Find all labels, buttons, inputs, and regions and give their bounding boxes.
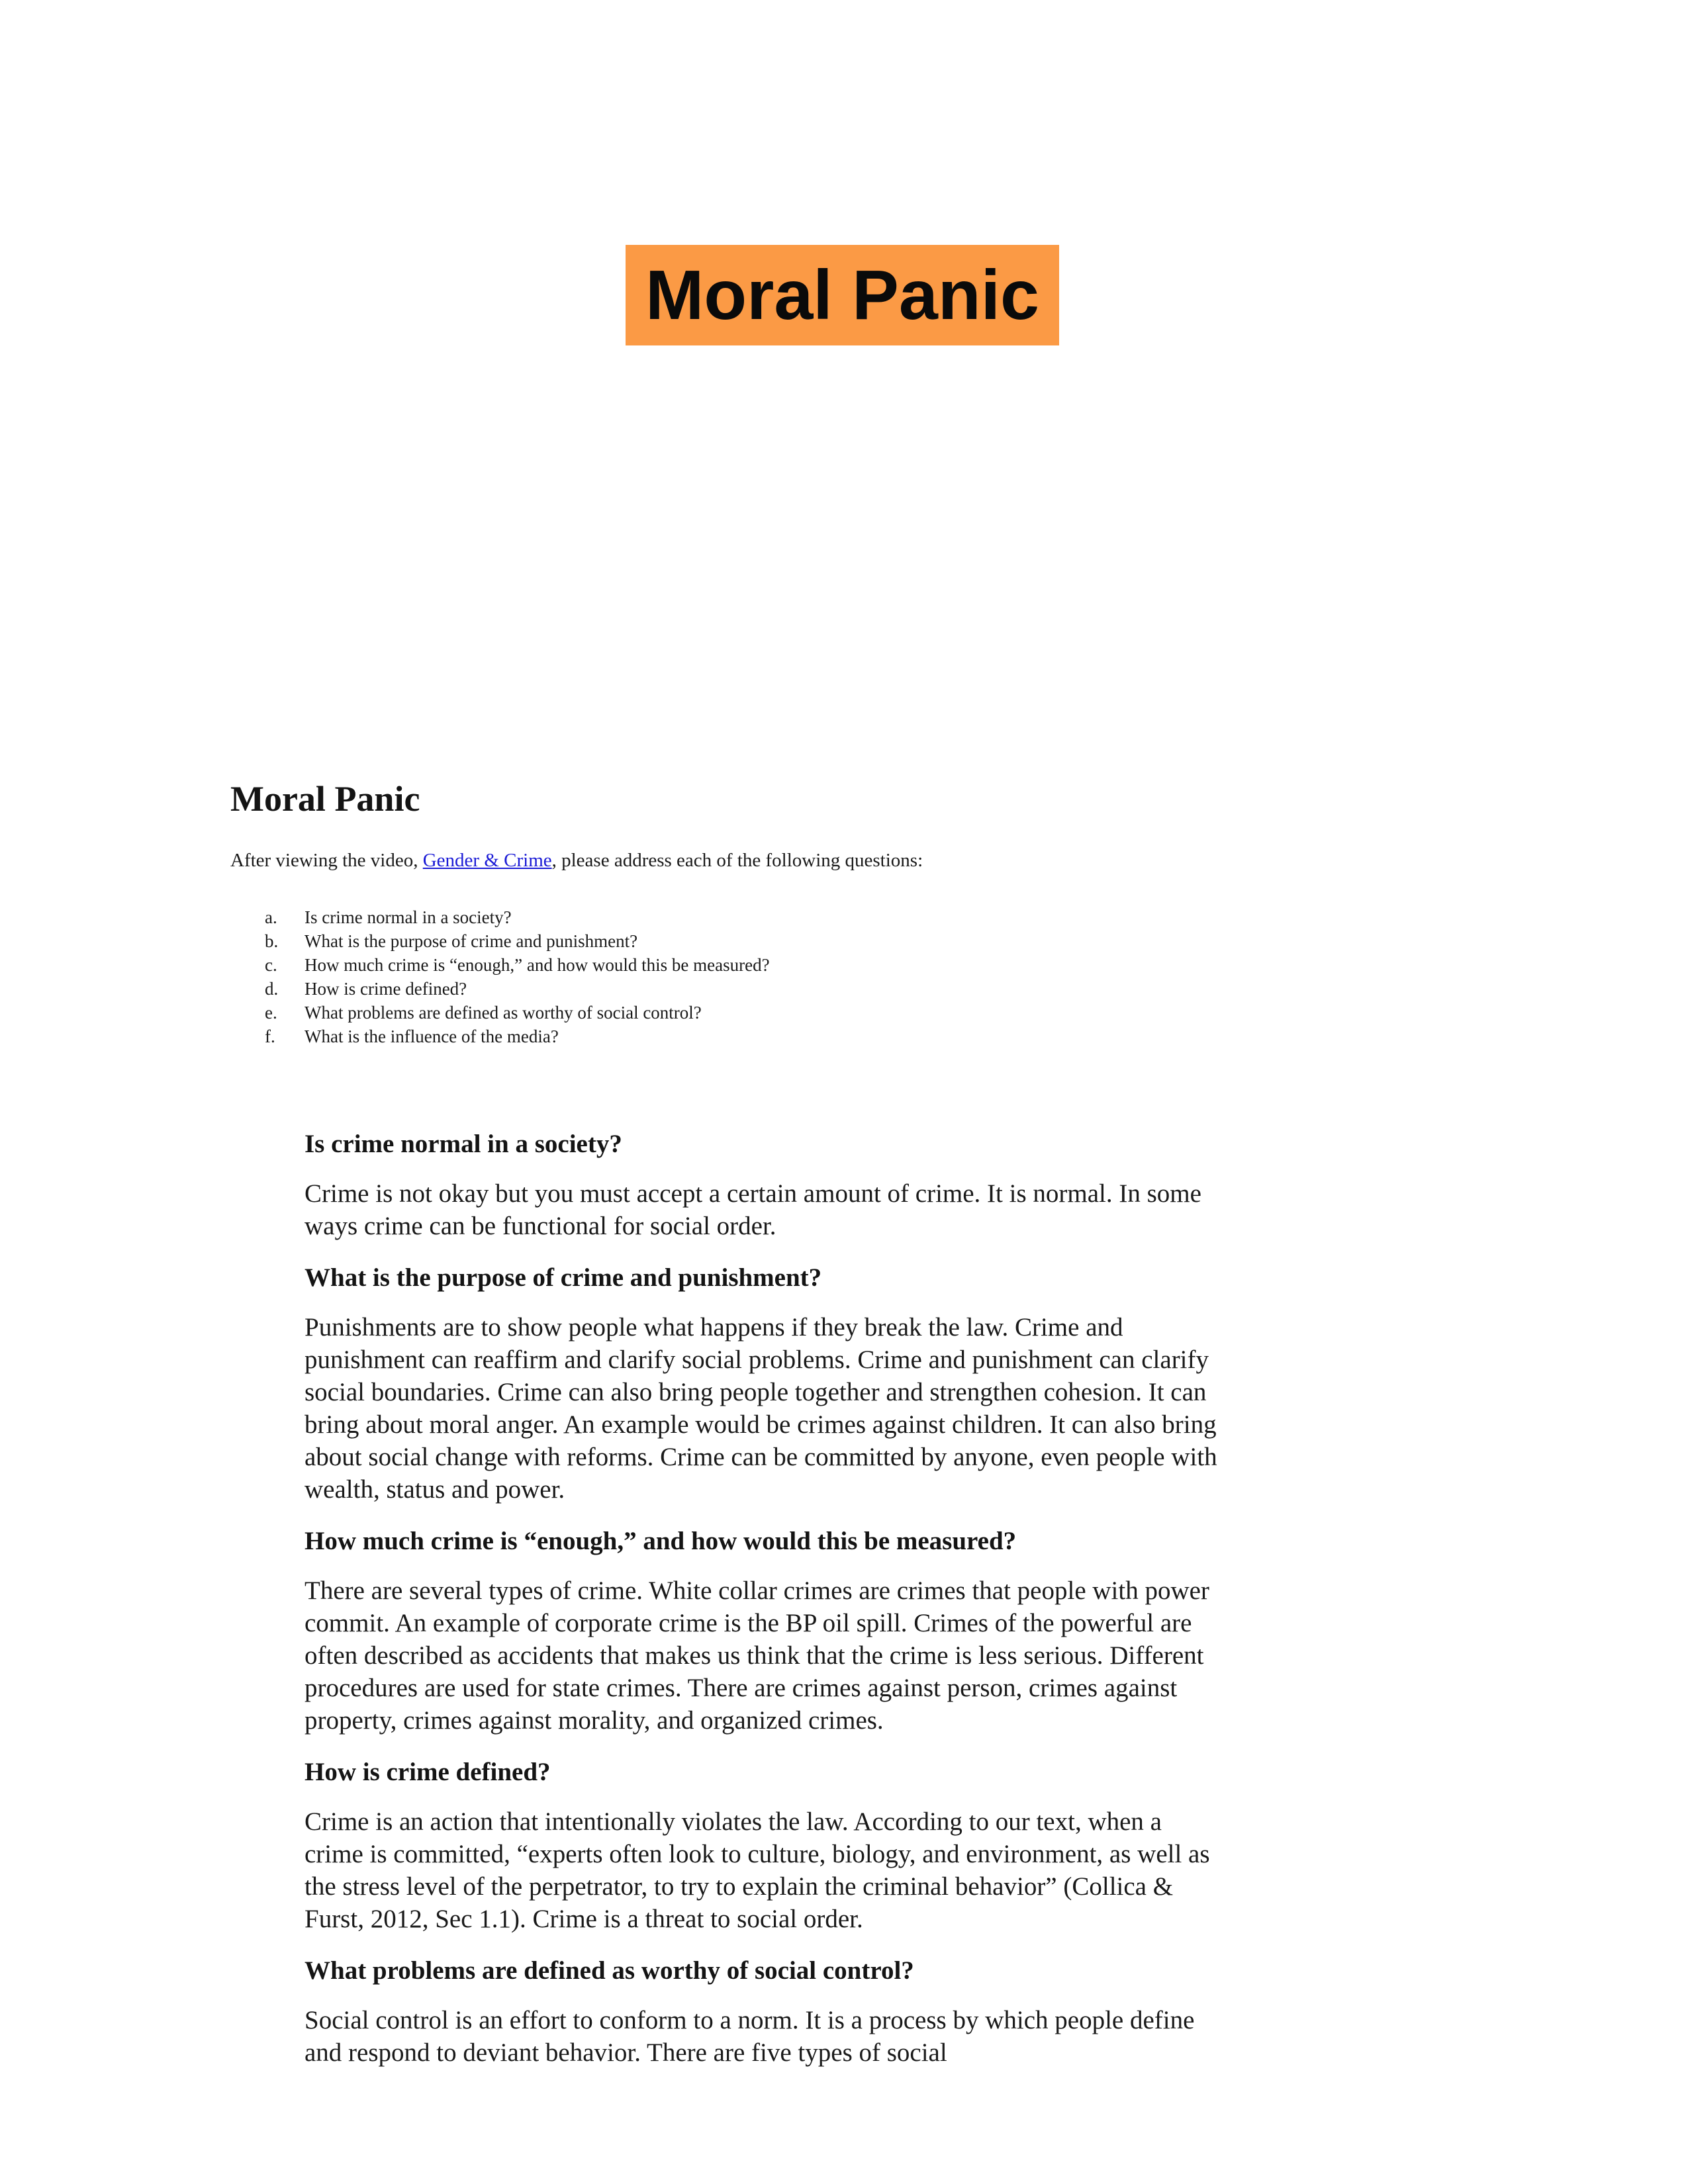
answer-text: Crime is not okay but you must accept a certain amount of crime. It is normal. In some ways crime can be functional for social order. [305, 1179, 1201, 1240]
answer-text: Social control is an effort to conform to a norm. It is a process by which people define and respond to deviant behavior. There are five types of social [305, 2006, 1195, 2067]
question-text: What is the purpose of crime and punishment? [305, 931, 638, 951]
list-marker: e. [265, 1003, 277, 1023]
title-banner [626, 245, 1059, 345]
answer-block [305, 1128, 1218, 1242]
question-text: What is the influence of the media? [305, 1026, 559, 1046]
answer-text: Crime is an action that intentionally violates the law. According to our text, when a crime is committed, “experts often look to culture, biology, and environment, as well as the stress level of the perpetrator, to try to explain the criminal behavior” (Collica & Furst, 2012, Sec 1.1). Crime is a threat to social order. [305, 1807, 1210, 1933]
answer-heading: What problems are defined as worthy of social control? [305, 1956, 914, 1985]
list-item [265, 977, 770, 1001]
list-item [265, 929, 770, 953]
question-text: Is crime normal in a society? [305, 907, 512, 927]
list-marker: d. [265, 979, 279, 999]
answer-text: Punishments are to show people what happens if they break the law. Crime and punishment can reaffirm and clarify social problems. Crime and punishment can clarify social boundaries. Crime can also bring people together and strengthen cohesion. It can bring about moral anger. An example would be crimes against children. It can also bring about social change with reforms. Crime can be committed by anyone, even people with wealth, status and power. [305, 1313, 1217, 1504]
answer-heading: What is the purpose of crime and punishment? [305, 1263, 822, 1292]
question-text: What problems are defined as worthy of social control? [305, 1003, 702, 1023]
question-text: How much crime is “enough,” and how would this be measured? [305, 955, 770, 975]
list-item [265, 953, 770, 977]
answer-block [305, 1955, 1218, 2069]
answers-section [305, 1128, 1218, 2089]
intro-paragraph [230, 849, 923, 872]
list-item [265, 1024, 770, 1048]
list-item [265, 905, 770, 929]
answer-block [305, 1262, 1218, 1506]
question-text: How is crime defined? [305, 979, 467, 999]
answer-heading: How is crime defined? [305, 1758, 551, 1786]
list-marker: a. [265, 907, 277, 927]
answer-text: There are several types of crime. White collar crimes are crimes that people with power commit. An example of corporate crime is the BP oil spill. Crimes of the powerful are often described as accidents that makes us think that the crime is less serious. Different procedures are used for state crimes. There are crimes against person, crimes against property, crimes against morality, and organized crimes. [305, 1576, 1209, 1735]
intro-text-before: After viewing the video, [230, 850, 423, 871]
question-list [265, 905, 770, 1048]
intro-text-after: , please address each of the following questions: [551, 850, 923, 871]
list-marker: f. [265, 1026, 275, 1046]
answer-block [305, 1756, 1218, 1935]
list-item [265, 1001, 770, 1024]
answer-block [305, 1525, 1218, 1737]
document-title: Moral Panic [230, 779, 420, 819]
list-marker: c. [265, 955, 277, 975]
video-link[interactable]: Gender & Crime [422, 850, 552, 871]
banner-title: Moral Panic [645, 256, 1039, 334]
answer-heading: How much crime is “enough,” and how would this be measured? [305, 1527, 1017, 1555]
list-marker: b. [265, 931, 279, 951]
answer-heading: Is crime normal in a society? [305, 1130, 622, 1158]
